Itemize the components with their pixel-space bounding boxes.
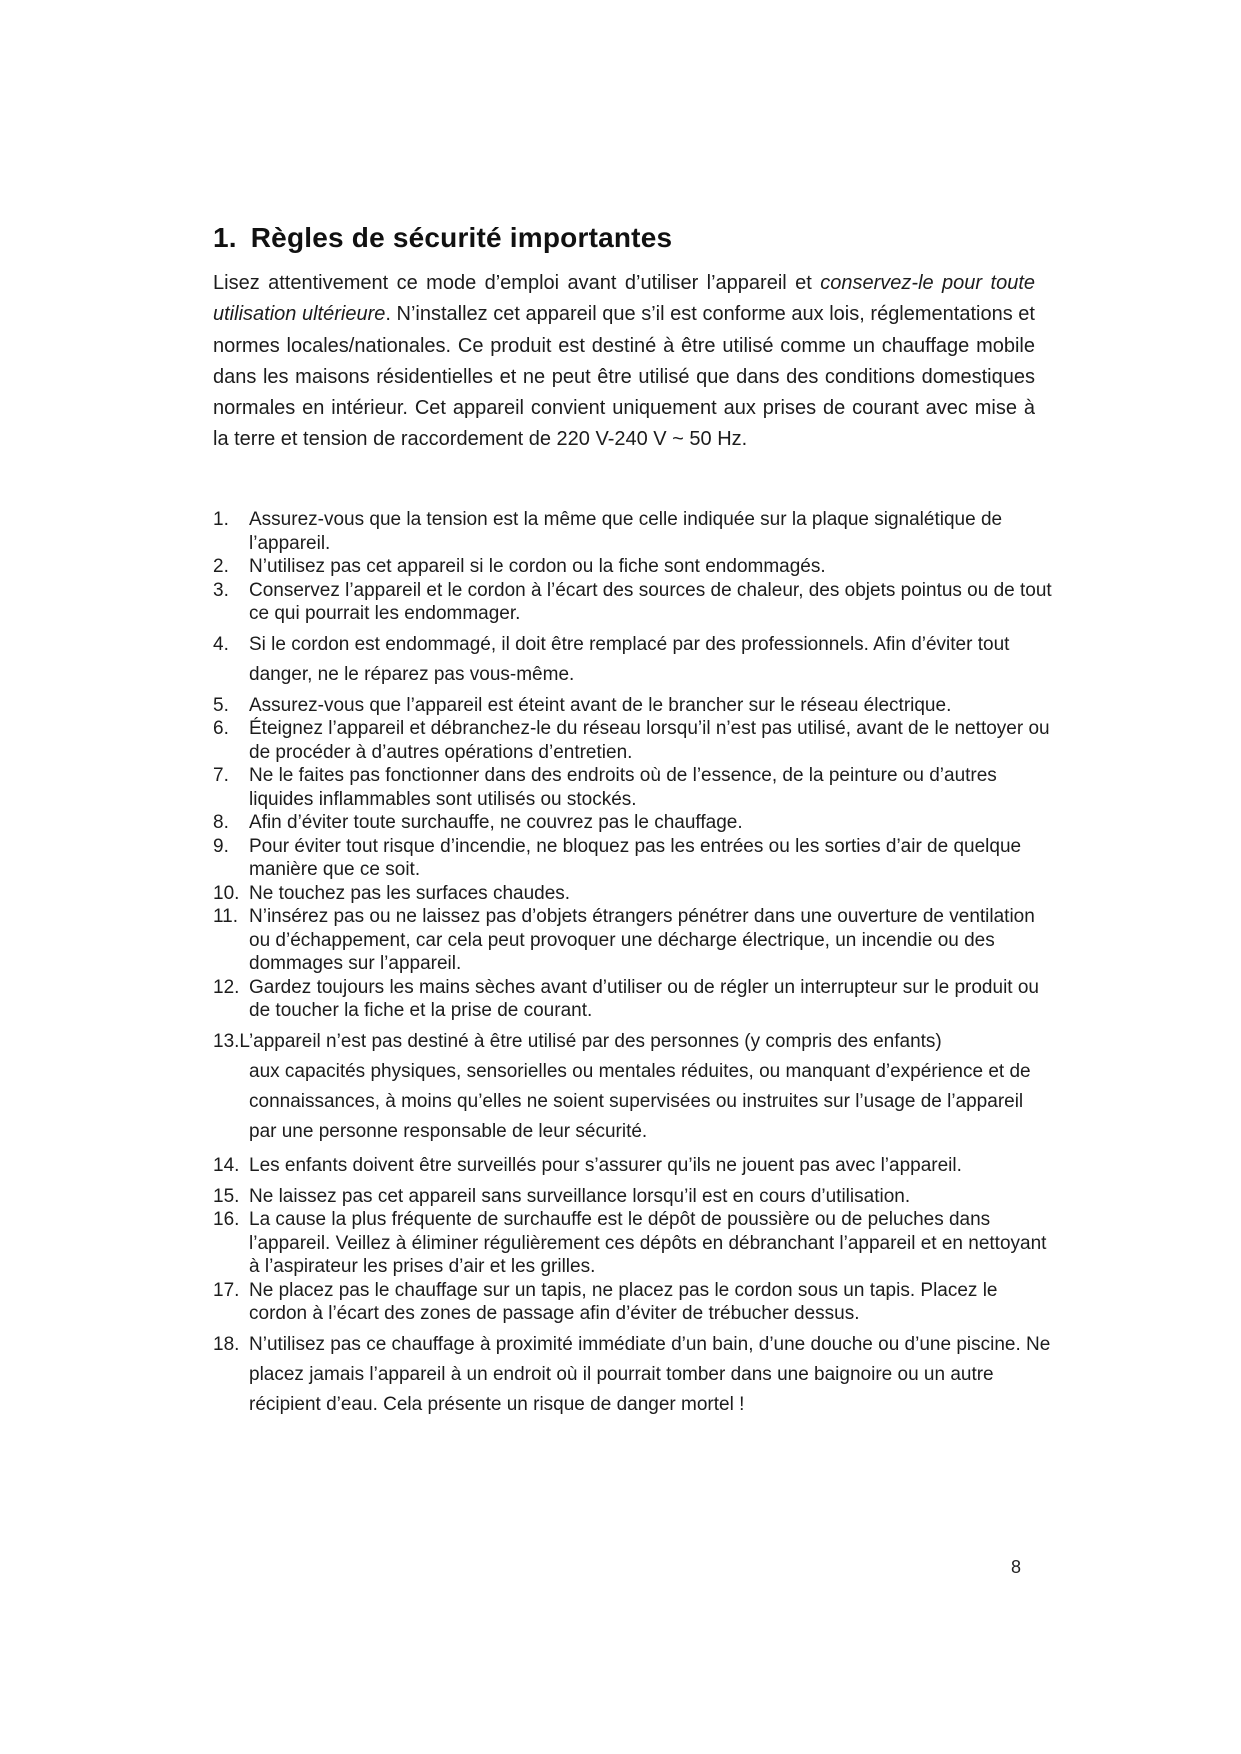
- intro-italic-text: conservez-le pour toute utilisation ultérieure: [213, 272, 1035, 326]
- rule-number: 6.: [213, 718, 229, 739]
- rule-text: Afin d’éviter toute surchauffe, ne couvrez pas le chauffage.: [249, 812, 743, 833]
- rule-text: Ne laissez pas cet appareil sans surveillance lorsqu’il est en cours d’utilisation.: [249, 1185, 911, 1207]
- intro-paragraph: [213, 268, 1035, 456]
- rule-item-14: [213, 1151, 1053, 1181]
- section-number: 1.: [213, 222, 237, 253]
- rule-number: 15.: [213, 1185, 240, 1207]
- rule-item-10: [213, 882, 1053, 906]
- rule-number: 13.: [213, 1030, 240, 1052]
- intro-text-start: Lisez attentivement ce mode d’emploi avant d’utiliser l’appareil et: [213, 272, 821, 294]
- rule-item-7: [213, 764, 1053, 811]
- rule-number: 7.: [213, 765, 229, 786]
- rule-text: Les enfants doivent être surveillés pour s’assurer qu’ils ne jouent pas avec l’appareil.: [249, 1154, 962, 1176]
- rule-text: Pour éviter tout risque d’incendie, ne bloquez pas les entrées ou les sorties d’air de quelque manière que ce soit.: [249, 835, 1022, 880]
- rule-item-9: [213, 835, 1053, 882]
- rule-number: 1.: [213, 509, 229, 530]
- rule-number: 5.: [213, 694, 229, 716]
- rule-number: 3.: [213, 579, 229, 601]
- rule-number: 17.: [213, 1279, 240, 1301]
- safety-rules-list: [213, 508, 1053, 1424]
- rule-item-15: [213, 1185, 1053, 1209]
- rule-text: N’utilisez pas cet appareil si le cordon ou la fiche sont endommagés.: [249, 556, 826, 577]
- rule-text: Ne le faites pas fonctionner dans des endroits où de l’essence, de la peinture ou d’autres liquides inflammables sont utilisés ou stockés.: [249, 765, 997, 810]
- rule-number: 10.: [213, 882, 240, 904]
- rule-text: Gardez toujours les mains sèches avant d’utiliser ou de régler un interrupteur sur le produit ou de toucher la fiche et la prise de courant.: [249, 976, 1039, 1021]
- rule-text: Conservez l’appareil et le cordon à l’écart des sources de chaleur, des objets pointus ou de tout ce qui pourrait les endommager.: [249, 579, 1052, 624]
- intro-text-end: . N’installez cet appareil que s’il est conforme aux lois, réglementations et normes locales/nationales. Ce produit est destiné à être utilisé comme un chauffage mobile dans les maisons résidentielles et ne peut être utilisé que dans des conditions domestiques normales en intérieur. Cet appareil convient uniquement aux prises de courant avec mise à la terre et tension de raccordement de 220 V-240 V ~ 50 Hz.: [213, 303, 1035, 451]
- rule-text: Ne placez pas le chauffage sur un tapis, ne placez pas le cordon sous un tapis. Placez le cordon à l’écart des zones de passage afin d’éviter de trébucher dessus.: [249, 1279, 998, 1324]
- rule-item-6: [213, 717, 1053, 764]
- rule-item-16: [213, 1208, 1053, 1279]
- rule-text: N’utilisez pas ce chauffage à proximité immédiate d’un bain, d’une douche ou d’une piscine. Ne placez jamais l’appareil à un endroit où il pourrait tomber dans une baignoire ou un autre récipient d’eau. Cela présente un risque de danger mortel !: [249, 1333, 1051, 1415]
- rule-text: Ne touchez pas les surfaces chaudes.: [249, 882, 571, 904]
- rule-item-8: [213, 811, 1053, 835]
- rule-item-11: [213, 905, 1053, 976]
- section-heading: [213, 222, 672, 254]
- rule-number: 2.: [213, 556, 229, 577]
- rule-text: La cause la plus fréquente de surchauffe est le dépôt de poussière ou de peluches dans l’appareil. Veillez à éliminer régulièrement ces dépôts en débranchant l’appareil et en nettoyant à l’aspirateur les prises d’air et les grilles.: [249, 1209, 1047, 1277]
- rule-number: 9.: [213, 835, 229, 857]
- rule-number: 14.: [213, 1154, 240, 1176]
- rule-text: Si le cordon est endommagé, il doit être remplacé par des professionnels. Afin d’éviter tout danger, ne le réparez pas vous-même.: [249, 633, 1010, 685]
- rule-item-5: [213, 694, 1053, 718]
- rule-text: Assurez-vous que l’appareil est éteint avant de le brancher sur le réseau électrique.: [249, 694, 952, 716]
- rule-number: 16.: [213, 1209, 240, 1230]
- rule-item-12: [213, 976, 1053, 1023]
- rule-item-4: [213, 630, 1053, 690]
- rule-item-2: [213, 555, 1053, 579]
- rule-number: 12.: [213, 976, 240, 998]
- rule-text: L’appareil n’est pas destiné à être utilisé par des personnes (y compris des enfants): [239, 1030, 942, 1052]
- rule-text: Assurez-vous que la tension est la même que celle indiquée sur la plaque signalétique de l’appareil.: [249, 509, 1003, 554]
- rule-item-18: [213, 1330, 1053, 1420]
- rule-number: 18.: [213, 1333, 240, 1355]
- rule-item-13: [213, 1027, 1053, 1147]
- rule-item-3: [213, 579, 1053, 626]
- rule-text-continued: aux capacités physiques, sensorielles ou mentales réduites, ou manquant d’expérience et de connaissances, à moins qu’elles ne soient supervisées ou instruites sur l’usage de l’appareil par une personne responsable de leur sécurité.: [249, 1060, 1031, 1142]
- rule-text: Éteignez l’appareil et débranchez-le du réseau lorsqu’il n’est pas utilisé, avant de le nettoyer ou de procéder à d’autres opérations d’entretien.: [249, 718, 1050, 763]
- rule-first-line: [213, 1027, 1053, 1057]
- rule-number: 4.: [213, 633, 229, 655]
- rule-number: 11.: [213, 906, 239, 927]
- page-number: 8: [1011, 1557, 1022, 1577]
- section-title: Règles de sécurité importantes: [250, 222, 673, 253]
- rule-item-1: [213, 508, 1053, 555]
- rule-item-17: [213, 1279, 1053, 1326]
- rule-number: 8.: [213, 812, 229, 833]
- rule-text: N’insérez pas ou ne laissez pas d’objets étrangers pénétrer dans une ouverture de ventilation ou d’échappement, car cela peut provoquer une décharge électrique, un incendie ou des dommages sur l’appareil.: [249, 906, 1035, 974]
